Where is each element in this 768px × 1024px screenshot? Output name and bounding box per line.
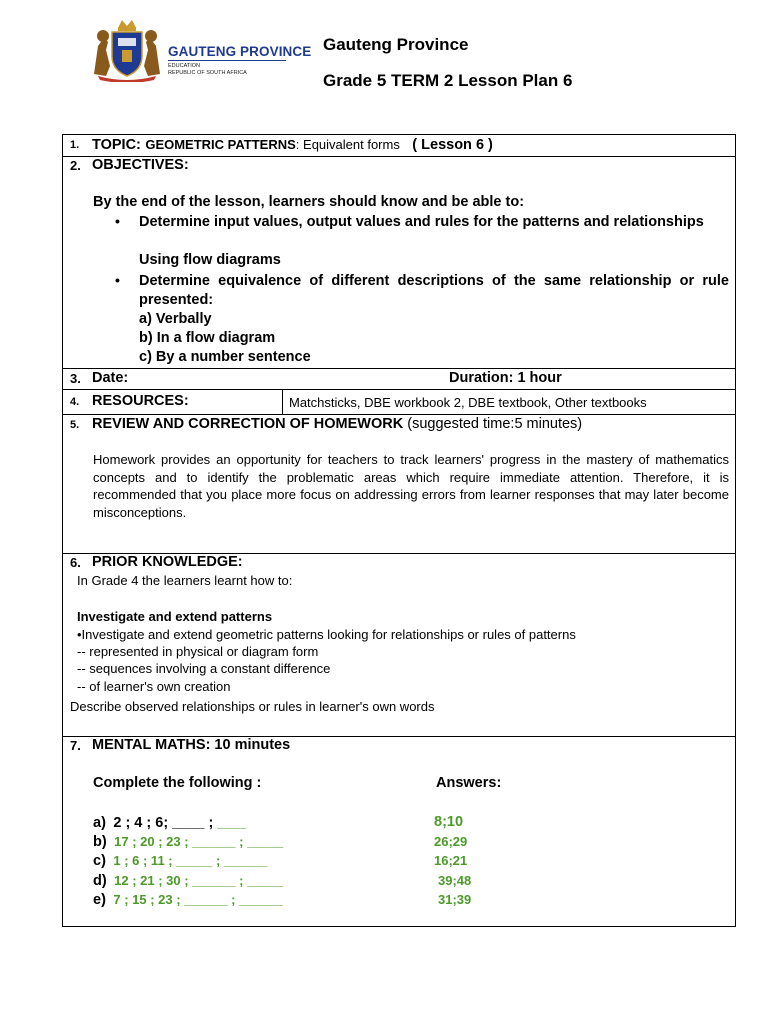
- topic-row: [63, 135, 735, 157]
- topic-subtitle: : Equivalent forms: [295, 137, 400, 152]
- question-sequence: 1 ; 6 ; 11 ; _____ ; ______: [113, 853, 268, 868]
- bullet-icon: •: [115, 213, 120, 229]
- question-blank: ____: [217, 815, 247, 830]
- question-letter: a): [93, 815, 106, 831]
- answer-b: 26;29: [434, 834, 468, 849]
- lesson-plan-title: Grade 5 TERM 2 Lesson Plan 6: [323, 71, 573, 90]
- duration-label: Duration: 1 hour: [449, 370, 562, 386]
- answer-a: 8;10: [434, 814, 464, 830]
- topic-label: TOPIC:: [92, 137, 141, 153]
- objectives-number: 2.: [70, 158, 81, 173]
- homework-paragraph: Homework provides an opportunity for teachers to track learners' progress in the mastery of mathematics concepts and to identify the problematic areas which require immediate attention. Therefore, it is recommended that you place more focus on addressing errors from learner responses that may later become misconceptions.: [93, 452, 729, 520]
- homework-time: (suggested time:5 minutes): [403, 416, 583, 432]
- complete-label: Complete the following :: [93, 775, 262, 791]
- topic-name: GEOMETRIC PATTERNS: [145, 137, 296, 152]
- prior-line-1: -- represented in physical or diagram form: [77, 644, 319, 659]
- question-letter: e): [93, 892, 106, 908]
- question-sequence: 2 ; 4 ; 6; ____ ;: [113, 815, 218, 831]
- mental-number: 7.: [70, 738, 81, 753]
- mental-label: MENTAL MATHS: 10 minutes: [92, 737, 291, 753]
- question-c: [93, 852, 267, 870]
- objective-sub-a: a) Verbally: [139, 311, 212, 327]
- question-b: [93, 833, 283, 851]
- objective-sub-c: c) By a number sentence: [139, 349, 311, 365]
- question-letter: b): [93, 834, 107, 850]
- resources-value: Matchsticks, DBE workbook 2, DBE textbook, Other textbooks: [289, 395, 647, 410]
- homework-label: REVIEW AND CORRECTION OF HOMEWORK: [92, 416, 404, 432]
- answer-c: 16;21: [434, 853, 468, 868]
- objectives-label: OBJECTIVES:: [92, 157, 189, 173]
- question-d: [93, 872, 283, 890]
- date-row: [63, 369, 735, 390]
- logo-text: [168, 44, 311, 77]
- objective-1-sub: Using flow diagrams: [139, 252, 281, 268]
- question-a: [93, 814, 246, 832]
- resources-label: RESOURCES:: [92, 393, 189, 409]
- objective-1: Determine input values, output values and rules for the patterns and relationships: [139, 214, 704, 230]
- question-sequence: 12 ; 21 ; 30 ; ______ ; _____: [114, 873, 284, 888]
- prior-line-3: -- of learner's own creation: [77, 679, 231, 694]
- resources-number: 4.: [70, 396, 80, 408]
- logo-title: GAUTENG PROVINCE: [168, 44, 312, 59]
- prior-intro: In Grade 4 the learners learnt how to:: [77, 573, 293, 588]
- logo-line-1: EDUCATION: [168, 63, 200, 69]
- objectives-intro: By the end of the lesson, learners should know and be able to:: [93, 194, 525, 210]
- prior-number: 6.: [70, 555, 81, 570]
- prior-label: PRIOR KNOWLEDGE:: [92, 554, 243, 570]
- homework-number: 5.: [70, 419, 80, 431]
- province-heading: Gauteng Province: [323, 35, 469, 54]
- date-label: Date:: [92, 370, 129, 386]
- objectives-row: [63, 157, 735, 369]
- coat-of-arms-icon: [88, 16, 166, 82]
- question-sequence: 7 ; 15 ; 23 ; ______ ; ______: [113, 892, 283, 907]
- prior-subheading: Investigate and extend patterns: [77, 609, 273, 624]
- objective-2: Determine equivalence of different descriptions of the same relationship or rule presented:: [139, 273, 729, 309]
- homework-heading: [92, 415, 582, 433]
- prior-knowledge-row: [63, 554, 735, 737]
- question-letter: d): [93, 873, 107, 889]
- prior-bullet: •Investigate and extend geometric patterns looking for relationships or rules of patterns: [77, 627, 576, 642]
- question-e: [93, 891, 282, 909]
- answer-d: 39;48: [438, 873, 472, 888]
- answers-label: Answers:: [436, 775, 502, 791]
- logo-line-2: REPUBLIC OF SOUTH AFRICA: [168, 70, 247, 76]
- objective-sub-b: b) In a flow diagram: [139, 330, 276, 346]
- mental-maths-row: [63, 737, 735, 926]
- topic-number: 1.: [70, 139, 80, 151]
- lesson-plan-table: [62, 134, 736, 927]
- homework-row: [63, 415, 735, 554]
- question-sequence: 17 ; 20 ; 23 ; ______ ; _____: [114, 834, 284, 849]
- gauteng-logo: [88, 16, 312, 82]
- resources-row: [63, 390, 735, 415]
- question-letter: c): [93, 853, 106, 869]
- topic-lesson-number: ( Lesson 6 ): [412, 137, 493, 153]
- bullet-icon: •: [115, 272, 120, 288]
- logo-divider: [168, 60, 286, 61]
- prior-closing: Describe observed relationships or rules in learner's own words: [70, 699, 435, 714]
- prior-line-2: -- sequences involving a constant difference: [77, 661, 331, 676]
- answer-e: 31;39: [438, 892, 472, 907]
- topic-line: [92, 136, 493, 154]
- date-number: 3.: [70, 371, 81, 386]
- resources-divider: [282, 390, 283, 414]
